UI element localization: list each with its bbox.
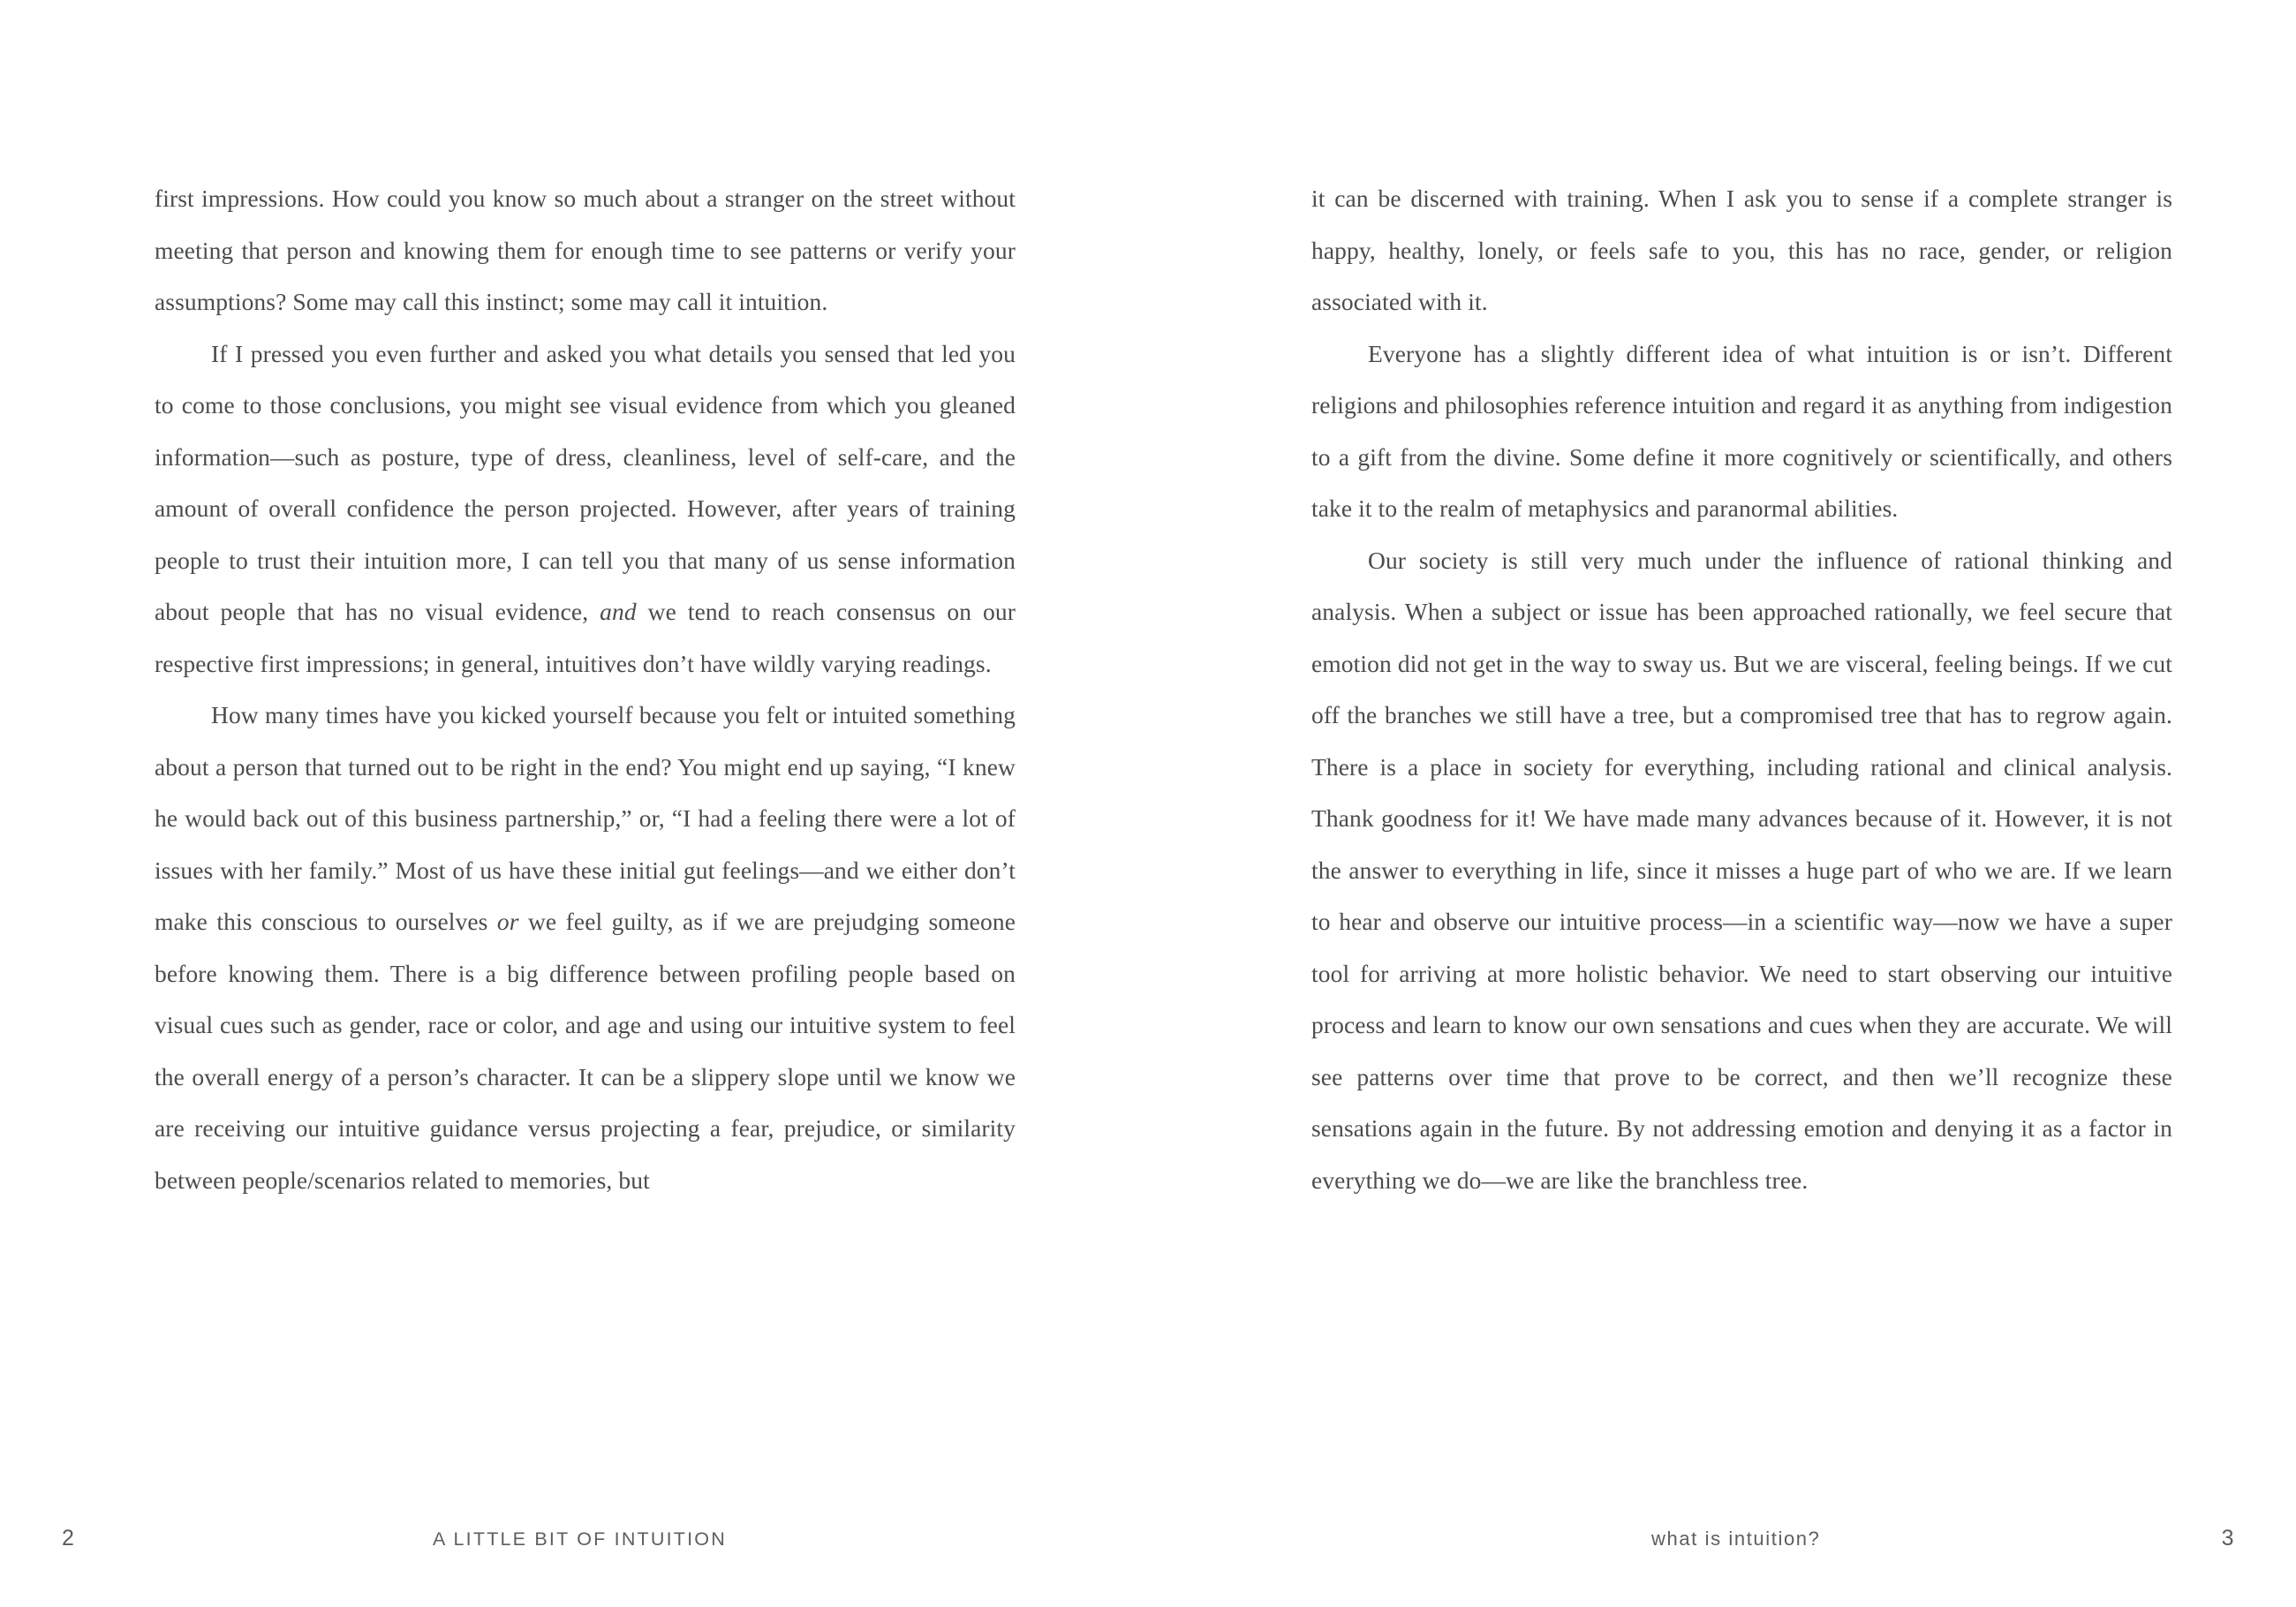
page-number-right: 3 bbox=[2221, 1526, 2234, 1550]
right-page-text-column bbox=[1311, 173, 2172, 1206]
paragraph bbox=[155, 328, 1016, 690]
running-head-left: A LITTLE BIT OF INTUITION bbox=[433, 1528, 727, 1550]
left-page-text-column bbox=[155, 173, 1016, 1206]
emphasis-text: and bbox=[600, 598, 637, 625]
paragraph: first impressions. How could you know so much about a stranger on the street without meeting that person and knowing them for enough time to see patterns or verify your assumptions? Some may call this instinct; some may call it intuition. bbox=[155, 185, 1016, 315]
paragraph: Everyone has a slightly different idea of what intuition is or isn’t. Different religions and philosophies reference intuition and regard it as anything from indigestion to a gift from the divine. Some define it more cognitively or scientifically, and others take it to the realm of metaphysics and paranormal abilities. bbox=[1311, 339, 2172, 522]
emphasis-text: or bbox=[496, 908, 519, 935]
paragraph-text-tail: we feel guilty, as if we are prejudging someone before knowing them. There is a big difference between profiling people based on visual cues such as gender, race or color, and age and using our intuitive system to feel the overall energy of a person’s character. It can be a slippery slope until we know we are receiving our intuitive guidance versus projecting a fear, prejudice, or similarity between people/scenarios related to memories, but bbox=[155, 908, 1016, 1194]
paragraph: it can be discerned with training. When I ask you to sense if a complete stranger is happy, healthy, lonely, or feels safe to you, this has no race, gender, or religion associated with it. bbox=[1311, 185, 2172, 315]
paragraph-text: How many times have you kicked yourself because you felt or intuited something about a person that turned out to be right in the end? You might end up saying, “I knew he would back out of this business partnership,” or, “I had a feeling there were a lot of issues with her family.” Most of us have these initial gut feelings—and we either don’t make this conscious to ourselves bbox=[155, 701, 1016, 935]
paragraph bbox=[155, 690, 1016, 1206]
paragraph-text-tail: we tend to reach consensus on our respective first impressions; in general, intuitives don’t have wildly varying readings. bbox=[155, 598, 1016, 677]
paragraph-text: If I pressed you even further and asked you what details you sensed that led you to come to those conclusions, you might see visual evidence from which you gleaned information—such as posture, type of dress, cleanliness, level of self-care, and the amount of overall confidence the person projected. However, after years of training people to trust their intuition more, I can tell you that many of us sense information about people that has no visual evidence, bbox=[155, 339, 1016, 625]
page-number-left: 2 bbox=[62, 1526, 75, 1550]
running-head-right: what is intuition? bbox=[1651, 1528, 1821, 1550]
right-page bbox=[1148, 0, 2296, 1607]
paragraph: Our society is still very much under the influence of rational thinking and analysis. When a subject or issue has been approached rationally, we feel secure that emotion did not get in the way to sway us. But we are visceral, feeling beings. If we cut off the branches we still have a tree, but a compromised tree that has to regrow again. There is a place in society for everything, including rational and clinical analysis. Thank goodness for it! We have made many advances because of it. However, it is not the answer to everything in life, since it misses a huge part of who we are. If we learn to hear and observe our intuitive process—in a scientific way—now we have a super tool for arriving at more holistic behavior. We need to start observing our intuitive process and learn to know our own sensations and cues when they are accurate. We will see patterns over time that prove to be correct, and then we’ll recognize these sensations again in the future. By not addressing emotion and denying it as a factor in everything we do—we are like the branchless tree. bbox=[1311, 546, 2172, 1194]
